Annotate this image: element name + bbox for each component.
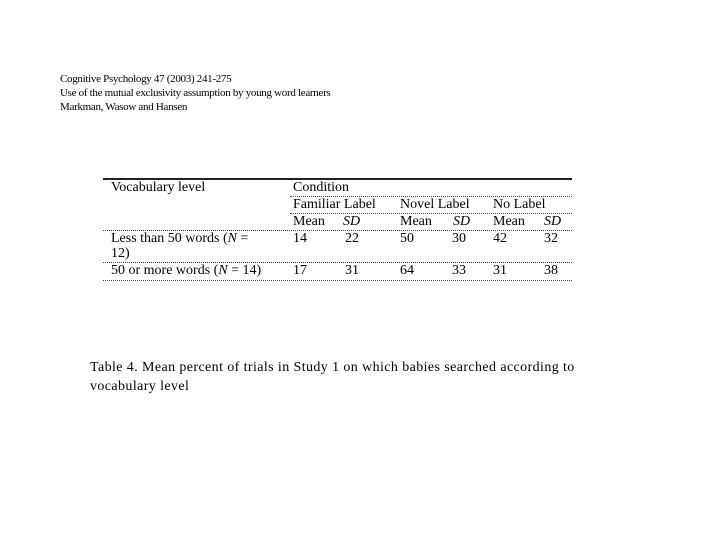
table-cell: 50 xyxy=(400,231,414,246)
table-caption: Table 4. Mean percent of trials in Study 1 on which babies searched according to vocabulary level xyxy=(90,360,575,394)
table-cell: 31 xyxy=(493,263,507,278)
table-cell: 42 xyxy=(493,231,507,246)
article-title-line: Use of the mutual exclusivity assumption by young word learners xyxy=(60,87,331,99)
vocabulary-level-header: Vocabulary level xyxy=(111,180,206,195)
table-cell: 31 xyxy=(345,263,359,278)
table-cell: 17 xyxy=(293,263,307,278)
table-cell: 22 xyxy=(345,231,359,246)
group-no-label: No Label xyxy=(493,197,546,212)
novel-sd-header: SD xyxy=(453,214,471,229)
journal-line: Cognitive Psychology 47 (2003) 241-275 xyxy=(60,73,232,85)
table-bottom-rule xyxy=(103,280,572,281)
familiar-mean-header: Mean xyxy=(293,214,325,229)
row-label-continued: 12) xyxy=(111,246,130,261)
group-familiar-label: Familiar Label xyxy=(293,197,376,212)
table-cell: 33 xyxy=(452,263,466,278)
authors-line: Markman, Wasow and Hansen xyxy=(60,101,188,113)
condition-header: Condition xyxy=(293,180,350,195)
nolabel-mean-header: Mean xyxy=(493,214,525,229)
table-cell: 30 xyxy=(452,231,466,246)
table-cell: 32 xyxy=(544,231,558,246)
nolabel-sd-header: SD xyxy=(544,214,562,229)
table-cell: 14 xyxy=(293,231,307,246)
group-novel-label: Novel Label xyxy=(400,197,470,212)
familiar-sd-header: SD xyxy=(343,214,361,229)
table-cell: 38 xyxy=(544,263,558,278)
data-table xyxy=(103,178,572,282)
row-label: Less than 50 words (N = xyxy=(111,231,249,246)
row-label: 50 or more words (N = 14) xyxy=(111,263,262,278)
table-cell: 64 xyxy=(400,263,414,278)
citation-header xyxy=(60,72,330,114)
novel-mean-header: Mean xyxy=(400,214,432,229)
